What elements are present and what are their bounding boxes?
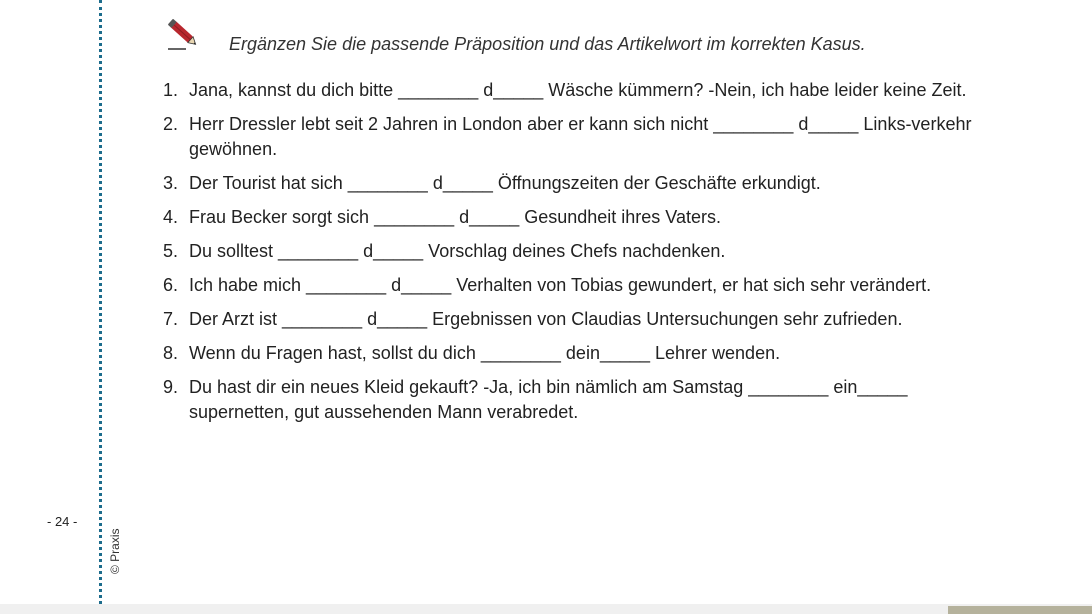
exercise-sentence: Frau Becker sorgt sich ________ d_____ Gesundheit ihres Vaters.: [189, 207, 721, 227]
exercise-sentence: Ich habe mich ________ d_____ Verhalten von Tobias gewundert, er hat sich sehr verändert.: [189, 275, 932, 295]
exercise-number: 1.: [163, 80, 179, 100]
exercise-sentence: Der Arzt ist ________ d_____ Ergebnissen von Claudias Untersuchungen sehr zufrieden.: [189, 309, 903, 329]
exercise-item: [163, 239, 1003, 264]
exercise-item: [163, 112, 1003, 162]
exercise-item: [163, 273, 1003, 298]
page-number: - 24 -: [47, 514, 78, 529]
margin-dotted-rule: [99, 0, 102, 604]
exercise-item: [163, 341, 1003, 366]
exercise-item: [163, 205, 1003, 230]
exercise-item: [163, 307, 1003, 332]
instruction-text: Ergänzen Sie die passende Präposition und das Artikelwort im korrekten Kasus.: [229, 34, 866, 54]
footer-bar: [0, 604, 1092, 614]
exercise-sentence: Jana, kannst du dich bitte ________ d_____ Wäsche kümmern? -Nein, ich habe leider keine Zeit.: [189, 80, 967, 100]
exercise-list: [163, 78, 1003, 434]
copyright-note: © Praxis: [108, 528, 122, 574]
exercise-number: 7.: [163, 309, 179, 329]
exercise-number: 5.: [163, 241, 179, 261]
exercise-number: 8.: [163, 343, 179, 363]
footer-tab: [948, 606, 1092, 614]
exercise-sentence: Herr Dressler lebt seit 2 Jahren in London aber er kann sich nicht ________ d_____ Links-verkehr gewöhnen.: [189, 114, 972, 159]
exercise-number: 2.: [163, 114, 179, 134]
exercise-number: 4.: [163, 207, 179, 227]
exercise-number: 6.: [163, 275, 179, 295]
exercise-sentence: Du solltest ________ d_____ Vorschlag deines Chefs nachdenken.: [189, 241, 726, 261]
exercise-sentence: Du hast dir ein neues Kleid gekauft? -Ja, ich bin nämlich am Samstag ________ ein_____ supernetten, gut aussehenden Mann verabredet.: [189, 377, 908, 422]
exercise-number: 3.: [163, 173, 179, 193]
exercise-item: [163, 78, 1003, 103]
exercise-number: 9.: [163, 377, 179, 397]
exercise-sentence: Der Tourist hat sich ________ d_____ Öffnungszeiten der Geschäfte erkundigt.: [189, 173, 821, 193]
pencil-icon: [163, 15, 203, 53]
exercise-item: [163, 171, 1003, 196]
exercise-item: [163, 375, 1003, 425]
exercise-sentence: Wenn du Fragen hast, sollst du dich ________ dein_____ Lehrer wenden.: [189, 343, 781, 363]
